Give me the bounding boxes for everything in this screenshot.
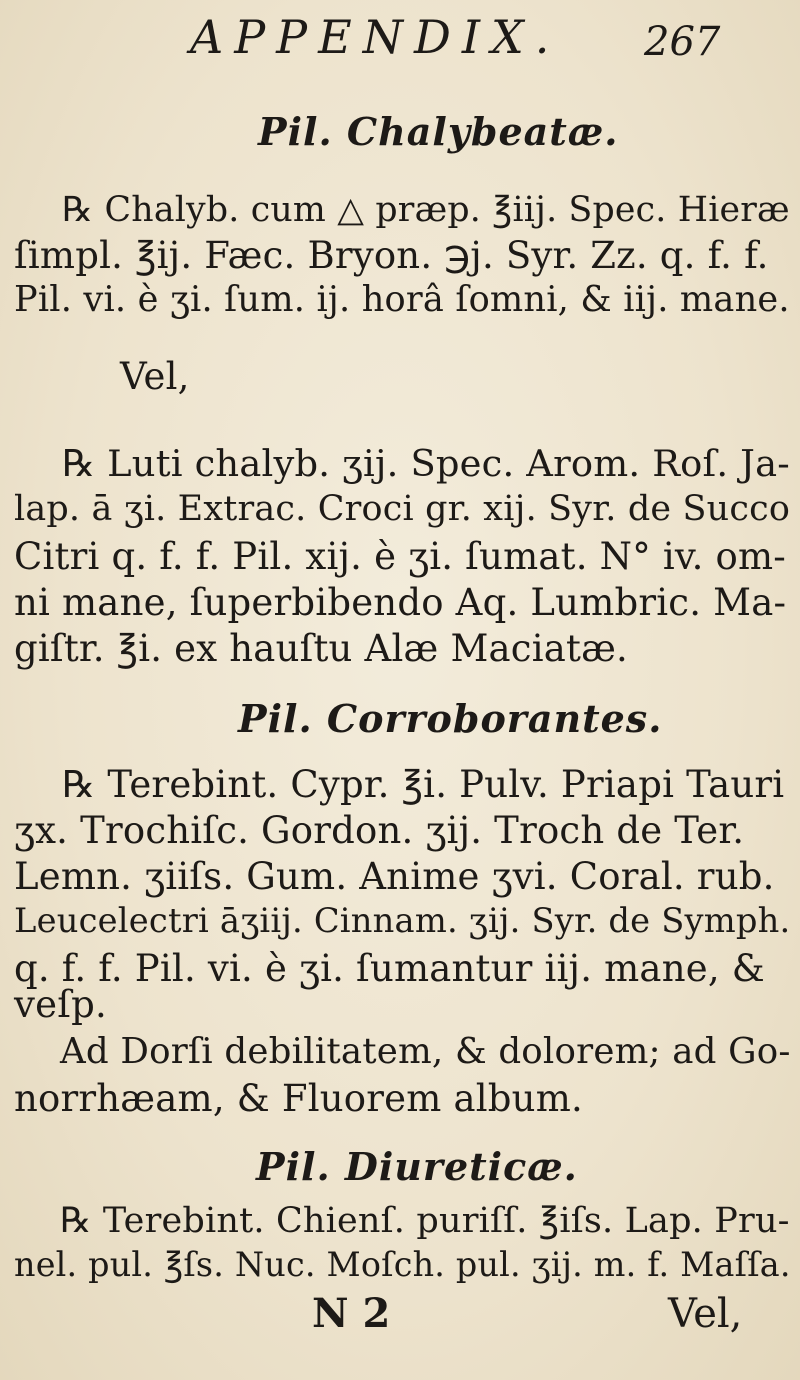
section-title-vel: Vel, <box>120 355 190 398</box>
text-line: ℞ Chalyb. cum △ præp. ℥iij. Spec. Hieræ <box>62 190 790 230</box>
text-line: ℞ Terebint. Cypr. ℥i. Pulv. Priapi Tauri <box>62 763 785 806</box>
text-line: Leucelectri āʒiij. Cinnam. ʒij. Syr. de Symph. <box>14 901 791 940</box>
text-line: giſtr. ℥i. ex hauſtu Alæ Maciatæ. <box>14 627 629 670</box>
text-line: ℞ Luti chalyb. ʒij. Spec. Arom. Roſ. Ja- <box>62 442 790 485</box>
text-line: Pil. vi. è ʒi. ſum. ij. horâ ſomni, & iij. mane. <box>14 279 790 320</box>
text-line: q. f. f. Pil. vi. è ʒi. ſumantur iij. mane, & <box>14 947 765 990</box>
signature-mark: N 2 <box>312 1290 391 1337</box>
text-line: nel. pul. ℥ſs. Nuc. Moſch. pul. ʒij. m. f. Maſſa. <box>14 1245 791 1284</box>
text-line: ni mane, ſuperbibendo Aq. Lumbric. Ma- <box>14 581 787 624</box>
text-line: Citri q. f. f. Pil. xij. è ʒi. ſumat. N° iv. om- <box>14 535 787 578</box>
text-line: ℞ Terebint. Chienſ. puriſſ. ℥iſs. Lap. Pru- <box>60 1201 790 1241</box>
text-line: ſimpl. ℥ij. Fæc. Bryon. ℈j. Syr. Zz. q. f. f. <box>14 234 769 277</box>
text-line: Ad Dorſi debilitatem, & dolorem; ad Go- <box>60 1031 791 1072</box>
section-title-pil-corroborantes: Pil. Corroborantes. <box>238 696 663 741</box>
text-line: norrhæam, & Fluorem album. <box>14 1077 583 1120</box>
catchword: Vel, <box>668 1291 743 1337</box>
text-line: ʒx. Trochiſc. Gordon. ʒij. Troch de Ter. <box>14 809 745 852</box>
section-title-pil-chalybeatae: Pil. Chalybeatæ. <box>258 109 619 154</box>
page-number: 267 <box>644 19 721 65</box>
text-line: veſp. <box>14 983 107 1026</box>
section-title-pil-diureticae: Pil. Diureticæ. <box>256 1144 578 1189</box>
running-head: APPENDIX. <box>190 10 561 64</box>
text-line: Lemn. ʒiiſs. Gum. Anime ʒvi. Coral. rub. <box>14 855 775 898</box>
text-line: lap. ā ʒi. Extrac. Croci gr. xij. Syr. de Succo <box>14 489 791 529</box>
